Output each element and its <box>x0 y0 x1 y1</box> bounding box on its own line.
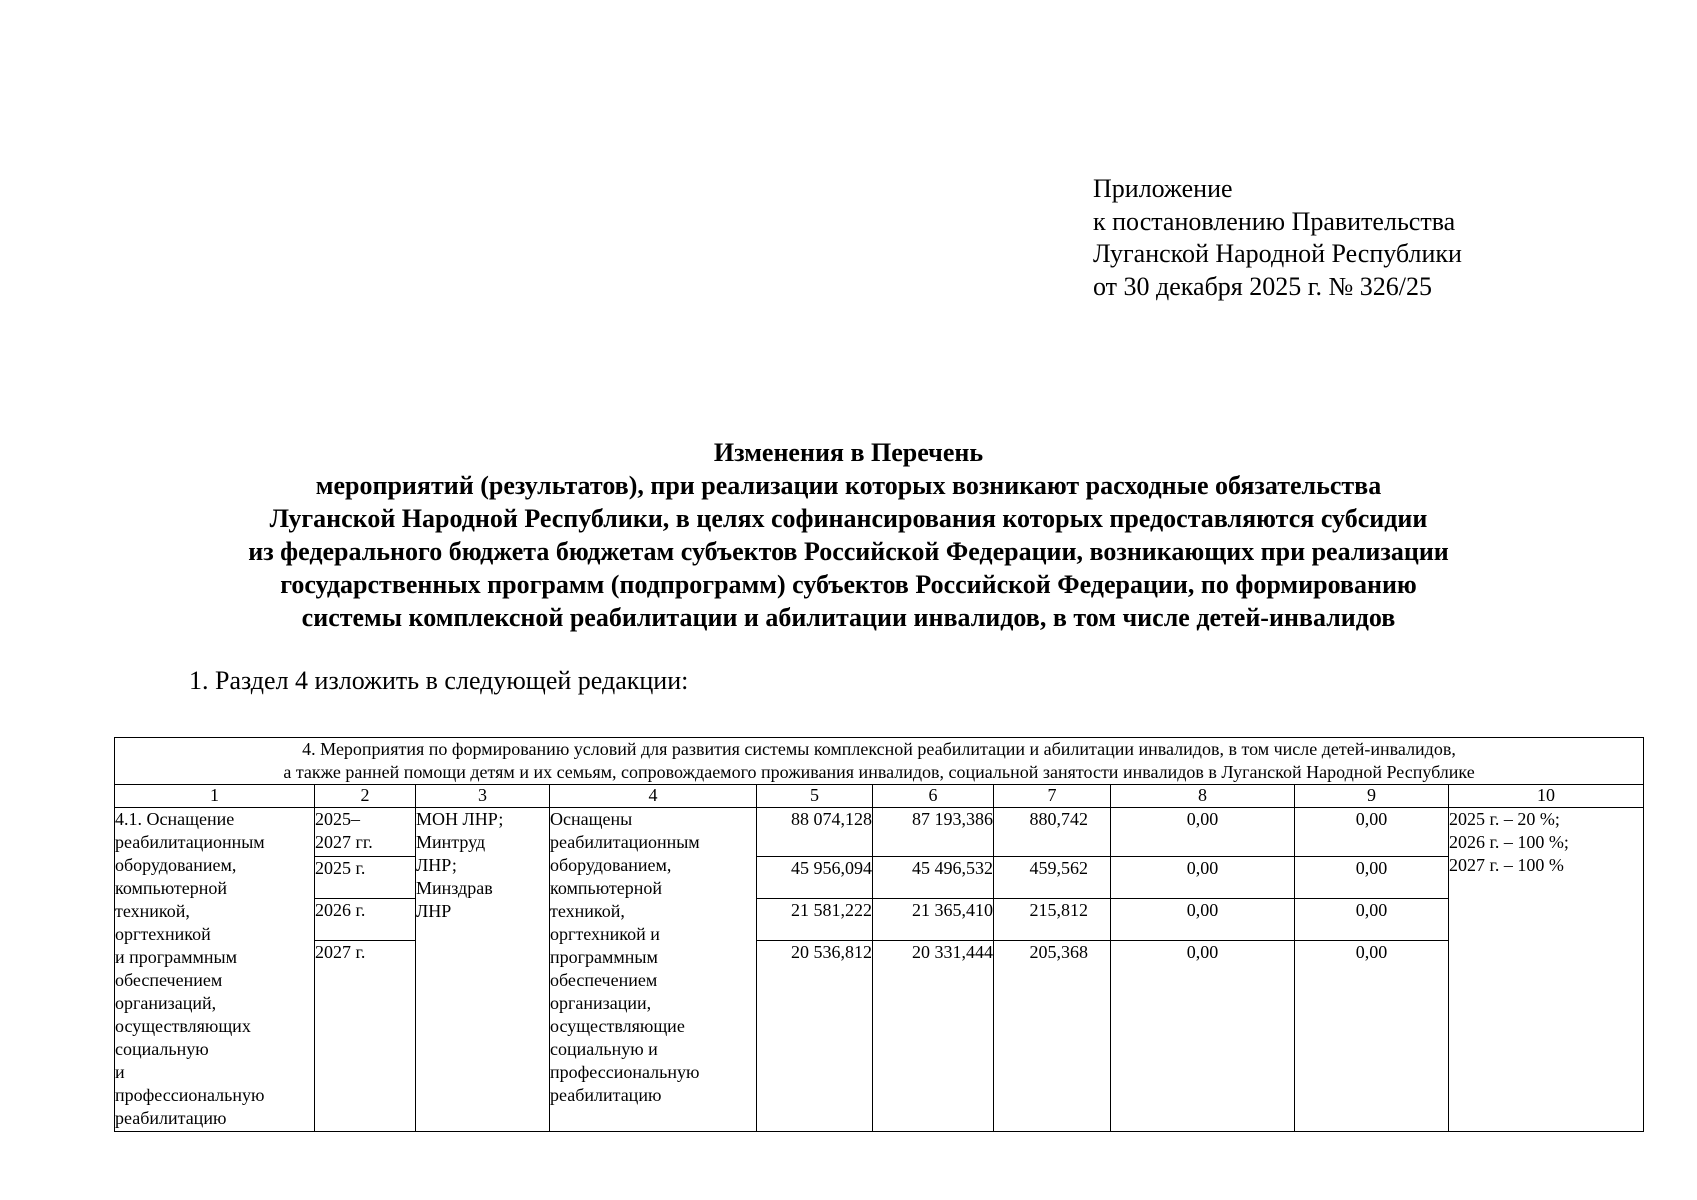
period-cell: 2026 г. <box>315 899 416 941</box>
result-line: оргтехникой и <box>550 924 660 944</box>
measure-line: обеспечением <box>115 970 223 990</box>
regional-cell: 459,562 <box>994 857 1111 899</box>
executor-line: МОН ЛНР; <box>416 809 504 829</box>
column-number: 4 <box>550 785 757 808</box>
executor-line: ЛНР; <box>416 855 457 875</box>
result-line: профессиональную <box>550 1062 700 1082</box>
total-cell: 88 074,128 <box>757 808 873 857</box>
regional-cell: 215,812 <box>994 899 1111 941</box>
appendix-line: Приложение <box>1093 174 1233 203</box>
col8-cell: 0,00 <box>1111 857 1295 899</box>
column-number: 9 <box>1295 785 1449 808</box>
result-line: организации, <box>550 993 652 1013</box>
column-number: 5 <box>757 785 873 808</box>
executor-line: Минздрав <box>416 878 493 898</box>
measure-line: техникой, <box>115 901 190 921</box>
regional-cell: 205,368 <box>994 941 1111 1132</box>
measure-line: профессиональную <box>115 1085 265 1105</box>
regional-cell: 880,742 <box>994 808 1111 857</box>
column-number: 7 <box>994 785 1111 808</box>
col9-cell: 0,00 <box>1295 899 1449 941</box>
column-number: 6 <box>873 785 994 808</box>
measure-line: и <box>115 1062 125 1082</box>
result-line: реабилитацию <box>550 1085 662 1105</box>
instruction-text: 1. Раздел 4 изложить в следующей редакции: <box>189 666 689 695</box>
total-cell: 45 956,094 <box>757 857 873 899</box>
executor-line: ЛНР <box>416 901 452 921</box>
federal-cell: 20 331,444 <box>873 941 994 1132</box>
total-cell: 20 536,812 <box>757 941 873 1132</box>
result-line: социальную и <box>550 1039 658 1059</box>
measure-line: оборудованием, <box>115 855 237 875</box>
title-line: из федерального бюджета бюджетам субъектов Российской Федерации, возникающих при реализации <box>248 537 1449 566</box>
col8-cell: 0,00 <box>1111 808 1295 857</box>
total-cell: 21 581,222 <box>757 899 873 941</box>
targets-cell <box>1449 808 1644 1132</box>
appendix-line: Луганской Народной Республики <box>1093 239 1462 268</box>
col9-cell: 0,00 <box>1295 808 1449 857</box>
column-number: 3 <box>416 785 550 808</box>
measure-line: и программным <box>115 947 238 967</box>
col9-cell: 0,00 <box>1295 857 1449 899</box>
result-line: Оснащены <box>550 809 633 829</box>
col8-cell: 0,00 <box>1111 941 1295 1132</box>
column-number: 8 <box>1111 785 1295 808</box>
result-line: осуществляющие <box>550 1016 685 1036</box>
document-title <box>0 436 1697 634</box>
measure-line: реабилитацию <box>115 1108 227 1128</box>
result-line: обеспечением <box>550 970 658 990</box>
col9-cell: 0,00 <box>1295 941 1449 1132</box>
section-header-line: 4. Мероприятия по формированию условий для развития системы комплексной реабилитации и абилитации инвалидов, в том числе детей-инвалидов, <box>302 739 1456 759</box>
column-number-row <box>115 785 1644 808</box>
measure-line: социальную <box>115 1039 209 1059</box>
period-line: 2025– <box>315 809 360 829</box>
table-row <box>115 808 1644 857</box>
result-line: техникой, <box>550 901 625 921</box>
column-number: 10 <box>1449 785 1644 808</box>
table-row <box>115 857 1644 899</box>
target-line: 2027 г. – 100 % <box>1449 855 1564 875</box>
title-line: Луганской Народной Республики, в целях софинансирования которых предоставляются субсидии <box>269 504 1428 533</box>
measure-line: 4.1. Оснащение <box>115 809 235 829</box>
result-line: оборудованием, <box>550 855 672 875</box>
period-cell <box>315 808 416 857</box>
executor-cell <box>416 808 550 1132</box>
appendix-line: от 30 декабря 2025 г. № 326/25 <box>1093 271 1433 301</box>
target-line: 2025 г. – 20 %; <box>1449 809 1560 829</box>
measure-line: компьютерной <box>115 878 228 898</box>
federal-cell: 45 496,532 <box>873 857 994 899</box>
section-header-cell <box>115 738 1644 785</box>
table-row <box>115 899 1644 941</box>
appendix-line: к постановлению Правительства <box>1093 206 1456 236</box>
period-cell: 2025 г. <box>315 857 416 899</box>
measure-line: реабилитационным <box>115 832 265 852</box>
measure-line: организаций, <box>115 993 217 1013</box>
measures-table <box>114 737 1644 1132</box>
title-line: Изменения в Перечень <box>713 438 984 467</box>
section-header-line: а также ранней помощи детям и их семьям, сопровождаемого проживания инвалидов, социальной занятости инвалидов в Луганской Народной Республике <box>283 762 1475 782</box>
title-line: мероприятий (результатов), при реализации которых возникают расходные обязательства <box>315 471 1382 500</box>
period-cell: 2027 г. <box>315 941 416 1132</box>
period-line: 2027 гг. <box>315 832 373 852</box>
title-line: системы комплексной реабилитации и абилитации инвалидов, в том числе детей-инвалидов <box>301 603 1396 632</box>
column-number: 1 <box>115 785 315 808</box>
result-cell <box>550 808 757 1132</box>
target-line: 2026 г. – 100 %; <box>1449 832 1569 852</box>
measure-name-cell <box>115 808 315 1132</box>
title-line: государственных программ (подпрограмм) субъектов Российской Федерации, по формированию <box>280 570 1417 599</box>
measure-line: оргтехникой <box>115 924 211 944</box>
result-line: компьютерной <box>550 878 663 898</box>
result-line: реабилитационным <box>550 832 700 852</box>
col8-cell: 0,00 <box>1111 899 1295 941</box>
section-header-row <box>115 738 1644 785</box>
measure-line: осуществляющих <box>115 1016 251 1036</box>
federal-cell: 21 365,410 <box>873 899 994 941</box>
result-line: программным <box>550 947 658 967</box>
column-number: 2 <box>315 785 416 808</box>
federal-cell: 87 193,386 <box>873 808 994 857</box>
executor-line: Минтруд <box>416 832 486 852</box>
appendix-header <box>1093 173 1462 303</box>
